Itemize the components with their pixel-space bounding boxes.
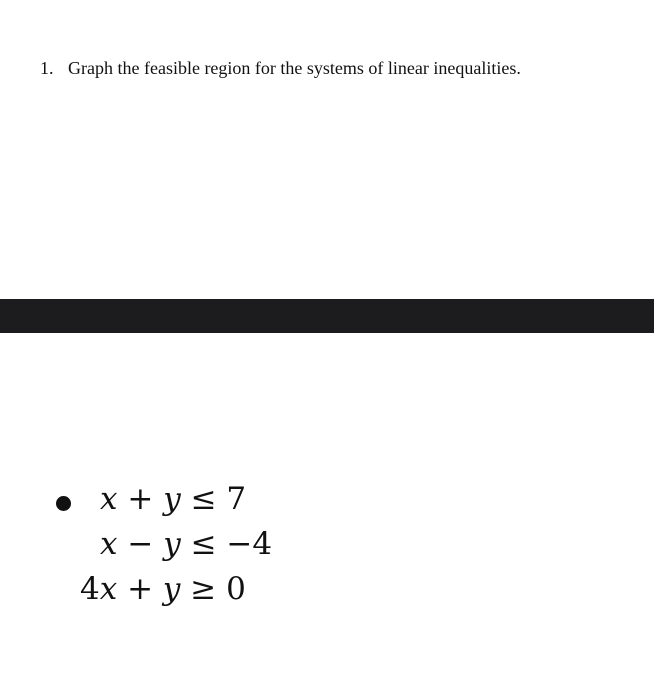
inequality-3: 4x + y ≥ 0 [80, 571, 246, 607]
problem-number: 1. [40, 58, 54, 78]
dark-divider-band [0, 299, 654, 333]
problem-statement [40, 58, 521, 79]
bullet-icon [56, 496, 71, 511]
inequality-system [52, 478, 372, 618]
inequality-1: x + y ≤ 7 [100, 481, 247, 517]
inequality-2: x − y ≤ −4 [100, 526, 273, 562]
problem-instruction: Graph the feasible region for the systems of linear inequalities. [68, 58, 521, 78]
